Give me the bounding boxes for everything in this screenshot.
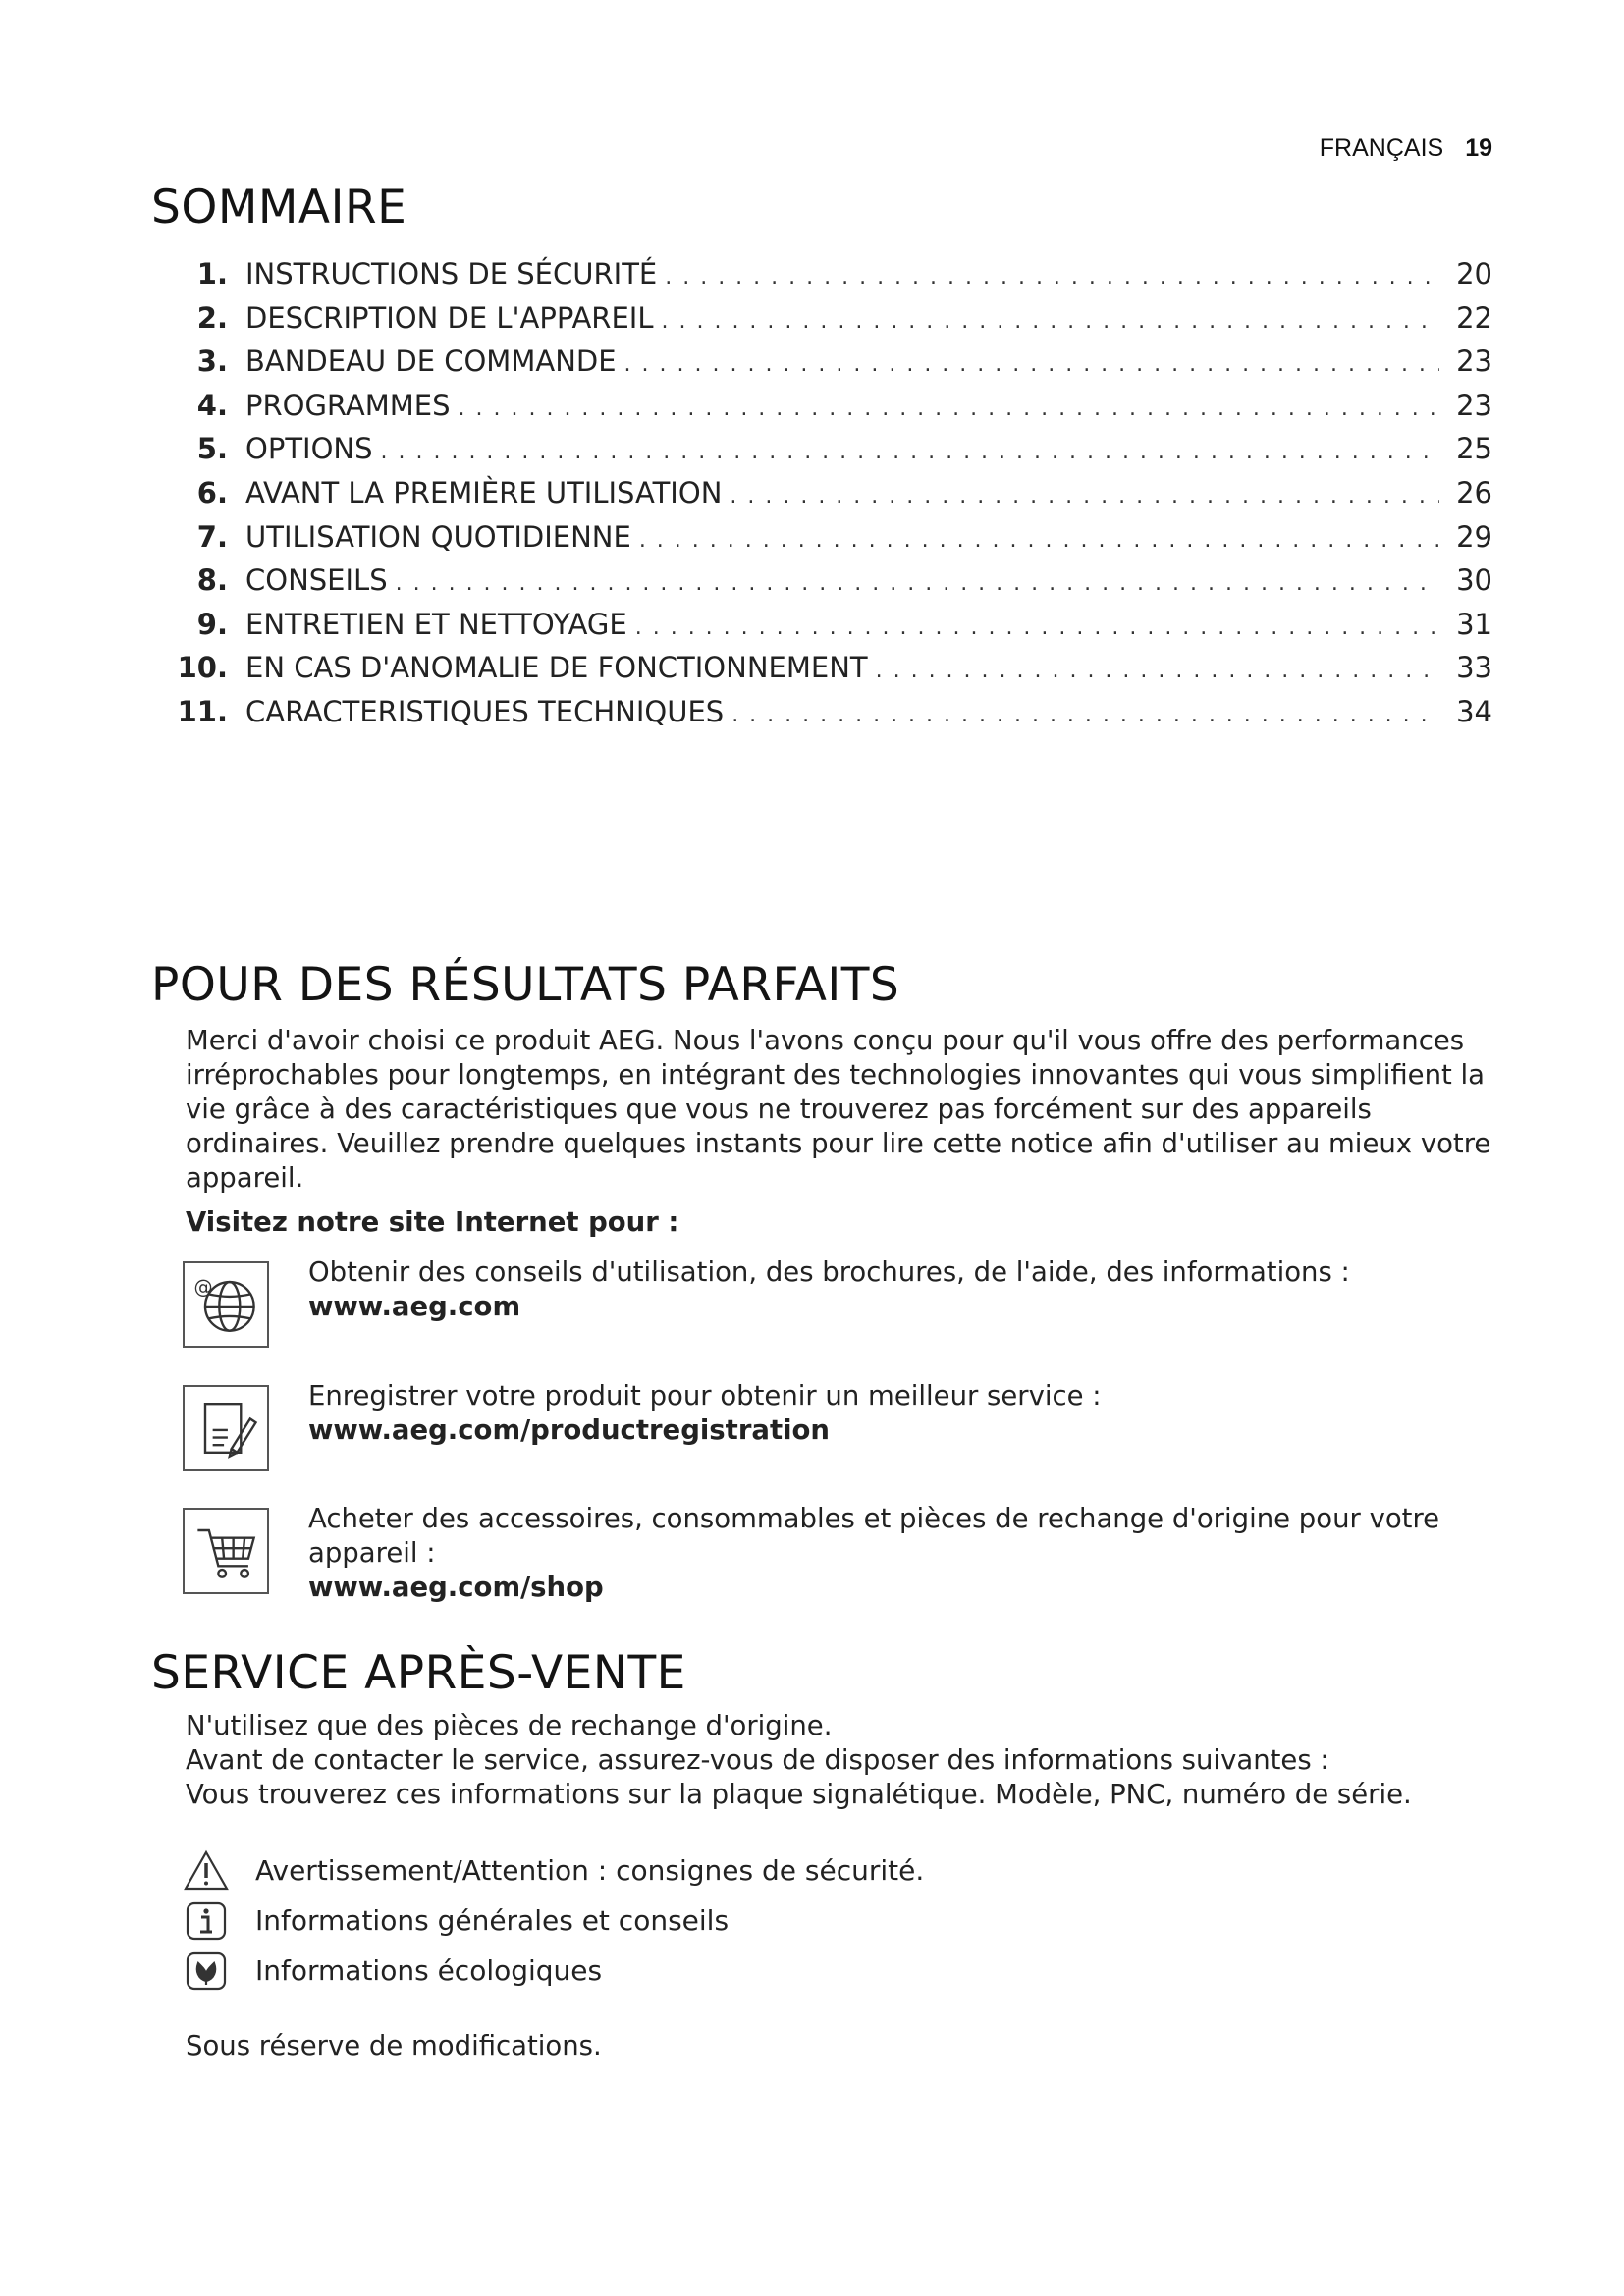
sommaire-title: SOMMAIRE xyxy=(151,181,407,235)
service-line: Vous trouverez ces informations sur la plaque signalétique. Modèle, PNC, numéro de série. xyxy=(186,1779,1412,1810)
toc-entry-page: 26 xyxy=(1456,475,1492,509)
legend-label: Informations écologiques xyxy=(255,1954,603,1987)
legend-item xyxy=(183,1896,924,1946)
visit-item-description: Obtenir des conseils d'utilisation, des brochures, de l'aide, des informations : xyxy=(308,1256,1350,1288)
toc-entry-page: 22 xyxy=(1456,300,1492,335)
visit-item-text xyxy=(308,1379,1487,1448)
toc-leader-dots xyxy=(639,528,1439,553)
toc-entry-page: 33 xyxy=(1456,651,1492,685)
visit-item xyxy=(183,1256,1498,1355)
toc-leader-dots xyxy=(459,397,1439,421)
visit-item xyxy=(183,1380,1498,1478)
toc-entry-page: 30 xyxy=(1456,563,1492,598)
info-icon xyxy=(183,1899,230,1943)
legend-label: Informations générales et conseils xyxy=(255,1904,730,1937)
shop-link[interactable]: www.aeg.com/shop xyxy=(308,1572,604,1603)
toc-entry[interactable] xyxy=(147,389,1492,433)
service-title: SERVICE APRÈS-VENTE xyxy=(151,1646,686,1700)
toc-entry[interactable] xyxy=(147,257,1492,301)
toc-entry[interactable] xyxy=(147,301,1492,346)
toc-entry[interactable] xyxy=(147,563,1492,608)
toc-entry-page: 25 xyxy=(1456,432,1492,466)
intro-paragraph: Merci d'avoir choisi ce produit AEG. Nous l'avons conçu pour qu'il vous offre des performances irréprochables pour longtemps, en intégrant des technologies innovantes qui vous simplifient la vie grâce à des caractéristiques que vous ne trouverez pas forcément sur des appareils ordinaires. Veuillez prendre quelques instants pour lire cette notice afin d'utiliser au mieux votre appareil. xyxy=(186,1025,1491,1194)
toc-entry-title: AVANT LA PREMIÈRE UTILISATION xyxy=(245,475,723,509)
registration-form-icon xyxy=(183,1385,269,1471)
toc-entry[interactable] xyxy=(147,432,1492,476)
toc-leader-dots xyxy=(381,440,1439,464)
warning-icon xyxy=(183,1849,230,1893)
footer-note: Sous réserve de modifications. xyxy=(186,2030,602,2061)
toc-entry-number: 6. xyxy=(196,475,228,509)
website-link[interactable]: www.aeg.com xyxy=(308,1291,521,1322)
toc-entry-number: 11. xyxy=(177,694,228,728)
toc-entry-title: ENTRETIEN ET NETTOYAGE xyxy=(245,607,627,641)
toc-entry-title: UTILISATION QUOTIDIENNE xyxy=(245,519,631,554)
toc-entry-number: 4. xyxy=(196,388,228,422)
toc-entry-number: 2. xyxy=(196,300,228,335)
service-line: N'utilisez que des pièces de rechange d'origine. xyxy=(186,1710,833,1741)
toc-entry-number: 5. xyxy=(196,432,228,466)
svg-text:@: @ xyxy=(193,1275,213,1299)
toc-entry[interactable] xyxy=(147,651,1492,695)
visit-item-text xyxy=(308,1255,1487,1324)
toc-entry-page: 20 xyxy=(1456,257,1492,291)
eco-leaf-icon xyxy=(183,1949,230,1993)
toc-entry-number: 3. xyxy=(196,345,228,379)
toc-entry[interactable] xyxy=(147,476,1492,520)
toc-leader-dots xyxy=(396,571,1439,596)
toc-entry-title: DESCRIPTION DE L'APPAREIL xyxy=(245,300,654,335)
service-paragraph xyxy=(186,1709,1501,1812)
visit-item-description: Enregistrer votre produit pour obtenir un meilleur service : xyxy=(308,1380,1102,1412)
symbol-legend xyxy=(183,1845,924,1996)
legend-item xyxy=(183,1946,924,1996)
page-number: 19 xyxy=(1465,134,1492,162)
toc-entry-title: EN CAS D'ANOMALIE DE FONCTIONNEMENT xyxy=(245,651,868,685)
toc-leader-dots xyxy=(876,659,1439,683)
toc-entry-title: INSTRUCTIONS DE SÉCURITÉ xyxy=(245,257,658,291)
resultats-title: POUR DES RÉSULTATS PARFAITS xyxy=(151,958,900,1012)
visit-item xyxy=(183,1503,1498,1603)
globe-icon xyxy=(183,1261,269,1348)
toc-entry[interactable] xyxy=(147,695,1492,739)
toc-leader-dots xyxy=(635,615,1439,640)
legend-label: Avertissement/Attention : consignes de sécurité. xyxy=(255,1854,925,1887)
toc-leader-dots xyxy=(730,484,1439,508)
toc-leader-dots xyxy=(662,309,1440,334)
toc-entry-page: 23 xyxy=(1456,345,1492,379)
toc-entry-page: 31 xyxy=(1456,607,1492,641)
visit-item-text xyxy=(308,1502,1487,1605)
toc-entry[interactable] xyxy=(147,608,1492,652)
page-header xyxy=(1257,134,1492,163)
toc-leader-dots xyxy=(731,703,1439,727)
toc-entry[interactable] xyxy=(147,520,1492,564)
table-of-contents xyxy=(147,257,1492,739)
toc-entry-number: 7. xyxy=(196,519,228,554)
toc-leader-dots xyxy=(665,265,1439,290)
toc-entry-number: 8. xyxy=(196,563,228,598)
toc-entry-number: 10. xyxy=(177,651,228,685)
language-label: FRANÇAIS xyxy=(1319,134,1444,162)
toc-entry-number: 1. xyxy=(196,257,228,291)
toc-entry[interactable] xyxy=(147,345,1492,389)
toc-entry-title: CONSEILS xyxy=(245,563,388,598)
toc-leader-dots xyxy=(624,352,1439,377)
shopping-cart-icon xyxy=(183,1508,269,1594)
product-registration-link[interactable]: www.aeg.com/productregistration xyxy=(308,1415,830,1446)
service-line: Avant de contacter le service, assurez-vous de disposer des informations suivantes : xyxy=(186,1744,1329,1776)
legend-item xyxy=(183,1845,924,1896)
visit-item-description: Acheter des accessoires, consommables et pièces de rechange d'origine pour votre appareil : xyxy=(308,1503,1440,1569)
toc-entry-page: 29 xyxy=(1456,519,1492,554)
toc-entry-title: OPTIONS xyxy=(245,432,373,466)
toc-entry-page: 23 xyxy=(1456,388,1492,422)
toc-entry-title: BANDEAU DE COMMANDE xyxy=(245,345,617,379)
toc-entry-page: 34 xyxy=(1456,694,1492,728)
toc-entry-title: PROGRAMMES xyxy=(245,388,451,422)
visit-heading: Visitez notre site Internet pour : xyxy=(186,1206,679,1238)
toc-entry-number: 9. xyxy=(196,607,228,641)
toc-entry-title: CARACTERISTIQUES TECHNIQUES xyxy=(245,694,725,728)
